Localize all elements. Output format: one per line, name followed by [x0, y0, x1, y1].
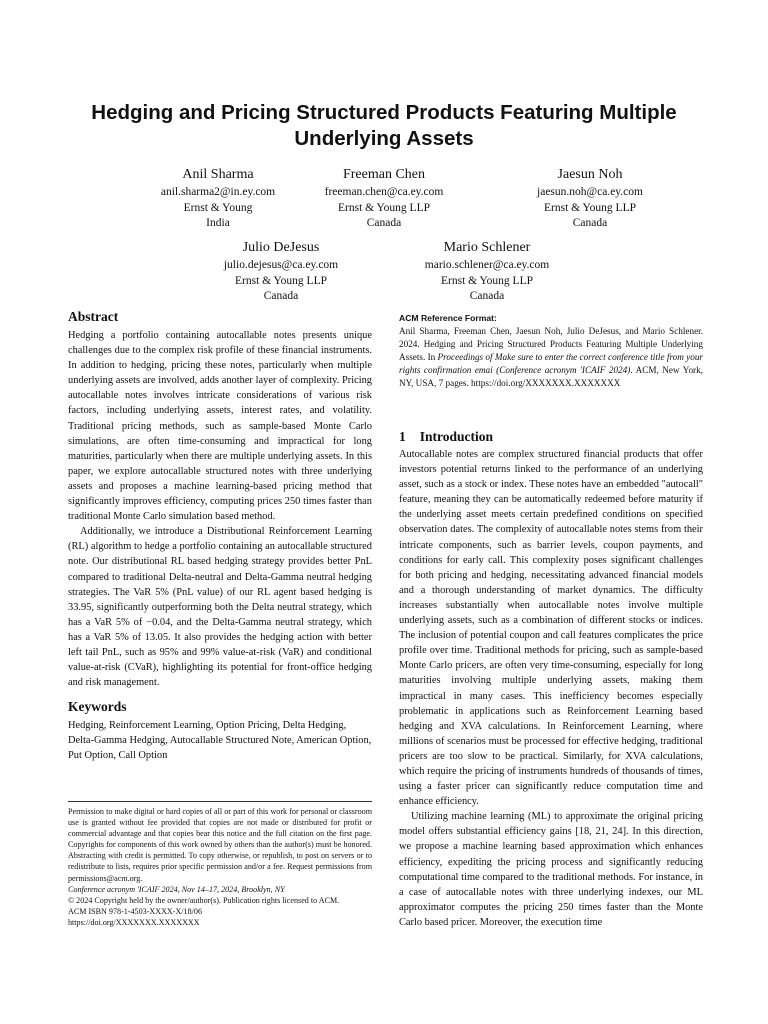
acm-reference-tail: . ACM, New York, NY, USA, 7 pages. https://doi.org/XXXXXXX.XXXXXXX [399, 364, 703, 388]
introduction-heading [399, 429, 493, 445]
copyright-line: © 2024 Copyright held by the owner/author(s). Publication rights licensed to ACM. [68, 895, 340, 905]
abstract-paragraph: Hedging a portfolio containing autocallable notes presents unique challenges due to the complex risk profile of these financial instruments. In addition to hedging, pricing these notes, particularly when multiple underlying assets are involved, adds another layer of complexity. Pricing autocallable notes involves intricate considerations of various risk factors, including underlying assets, interest rates, and volatility. Traditional pricing methods, such as sample-based Monte Carlo simulations, are often time-consuming and impractical for long maturities, particularly when there are multiple underlying assets. In this paper, we explore autocallable structured notes with three underlying assets and proposes a machine learning-based pricing method that significantly improves efficiency, computing prices 250 times faster than traditional Monte Carlo simulation based method. [68, 330, 372, 523]
author-name: Mario Schlener [443, 240, 531, 255]
acm-reference-heading: ACM Reference Format: [399, 313, 497, 323]
footnote-rule [68, 801, 372, 802]
author-name: Freeman Chen [342, 167, 426, 182]
author-country: Canada [263, 290, 299, 302]
author-block [387, 238, 587, 305]
abstract-body [68, 328, 372, 690]
introduction-paragraph: Utilizing machine learning (ML) to approximate the original pricing model offers substantial efficiency gains [18, 21, 24]. In this direction, we propose a machine learning based approximation which enhances efficiency, expediting the pricing process and significantly reducing computational time compared to the traditional methods. For instance, in a case of autocallable notes with three underlying indexes, our ML approximator computes the pricing 250 times faster than the Monte Carlo based pricer. Moreover, the execution time [399, 811, 703, 928]
author-country: India [206, 217, 230, 229]
author-org: Ernst & Young LLP [337, 201, 431, 214]
author-name: Jaesun Noh [557, 167, 623, 182]
abstract-heading: Abstract [68, 309, 119, 324]
introduction-paragraph: Autocallable notes are complex structured financial products that offer investors potential returns linked to the performance of an underlying asset, such as a stock or index. These notes have an embedded "autocall" feature, meaning they can be automatically redeemed before maturity if the underlying asset meets certain predefined conditions on specified observation dates. The complexity of autocallable notes stems from their intricate components, such as barrier levels, coupon payments, and conditions for early call. This complexity poses significant challenges for both pricing and hedging, necessitating advanced financial models and a thorough understanding of market dynamics. The difficulty increases substantially when autocallable notes involve multiple underlying assets, such as a combination of different stocks or indices. The inclusion of potential coupon and call features complicates the price profile over time. Traditional methods for pricing, such as sample-based Monte Carlo pricers, are often very time-consuming, especially for long maturities involving multiple underlying assets, making them impractical in many cases. This inefficiency becomes especially problematic in applications such as Reinforcement Learning based hedging and XVA calculations. In Reinforcement Learning, where millions of scenarios must be processed for effective hedging, traditional pricers are too slow to be practical. Similarly, for XVA calculations, which require the pricing of instruments hundreds of thousands of times, using a faster pricer can significantly reduce computation time and enhance efficiency. [399, 449, 703, 808]
keywords-heading: Keywords [68, 699, 127, 714]
paper-title: Hedging and Pricing Structured Products Featuring Multiple Underlying Assets [91, 101, 677, 150]
abstract-paragraph: Additionally, we introduce a Distributional Reinforcement Learning (RL) algorithm to hedge a portfolio containing an autocallable structured note. Our distributional RL based hedging strategy provides better PnL compared to traditional Delta-neutral and Delta-Gamma neutral hedging strategies. The VaR 5% (PnL value) of our RL agent based hedging is 33.95, significantly outperforming both the Delta neutral strategy, which has a VaR 5% of −0.04, and the Delta-Gamma neutral strategy, which has a VaR 5% of 13.05. It also provides the hedging action with better left tail PnL, such as 95% and 99% value-at-risk (VaR) and conditional value-at-risk (CVaR), highlighting its potential for front-office hedging and risk management. [68, 526, 372, 689]
author-org: Ernst & Young LLP [234, 274, 328, 287]
author-country: Canada [572, 217, 608, 229]
isbn-line: ACM ISBN 978-1-4503-XXXX-X/18/06 [68, 906, 202, 916]
author-country: Canada [366, 217, 402, 229]
keywords-text: Hedging, Reinforcement Learning, Option Pricing, Delta Hedging, Delta-Gamma Hedging, Autocallable Structured Note, American Option, Put Option, Call Option [68, 720, 372, 762]
author-org: Ernst & Young [183, 201, 253, 214]
author-email: anil.sharma2@in.ey.com [160, 186, 276, 198]
author-email: julio.dejesus@ca.ey.com [223, 259, 339, 271]
section-number: 1 [399, 429, 406, 444]
author-block [284, 165, 484, 232]
author-block [181, 238, 381, 305]
acm-reference [399, 312, 703, 389]
permission-footnote [68, 806, 372, 928]
author-name: Julio DeJesus [242, 240, 320, 255]
author-org: Ernst & Young LLP [543, 201, 637, 214]
permission-text: Permission to make digital or hard copies of all or part of this work for personal or classroom use is granted without fee provided that copies are not made or distributed for profit or commercial advantage and that copies bear this notice and the full citation on the first page. Copyrights for components of this work owned by others than the author(s) must be honored. Abstracting with credit is permitted. To copy otherwise, or republish, to post on servers or to redistribute to lists, requires prior specific permission and/or a fee. Request permissions from permissions@acm.org. [68, 807, 372, 883]
author-block [490, 165, 690, 232]
author-country: Canada [469, 290, 505, 302]
author-email: jaesun.noh@ca.ey.com [537, 186, 643, 198]
acm-reference-proceedings: Proceedings of Make sure to enter the correct conference title from your rights confirmation emai (Conference acronym 'ICAIF 2024) [399, 351, 703, 375]
author-email: mario.schlener@ca.ey.com [424, 259, 550, 271]
author-name: Anil Sharma [182, 167, 254, 182]
author-org: Ernst & Young LLP [440, 274, 534, 287]
conference-line: Conference acronym 'ICAIF 2024, Nov 14–17, 2024, Brooklyn, NY [68, 884, 285, 894]
author-email: freeman.chen@ca.ey.com [324, 186, 444, 198]
acm-reference-authors: Anil Sharma, Freeman Chen, Jaesun Noh, Julio DeJesus, and Mario Schlener. 2024. Hedging and Pricing Structured Products Featuring Multiple Underlying Assets. In [399, 325, 703, 362]
introduction-body [399, 447, 703, 930]
acm-reference-text [399, 325, 703, 390]
doi-line: https://doi.org/XXXXXXX.XXXXXXX [68, 917, 200, 927]
section-title: Introduction [419, 429, 494, 444]
